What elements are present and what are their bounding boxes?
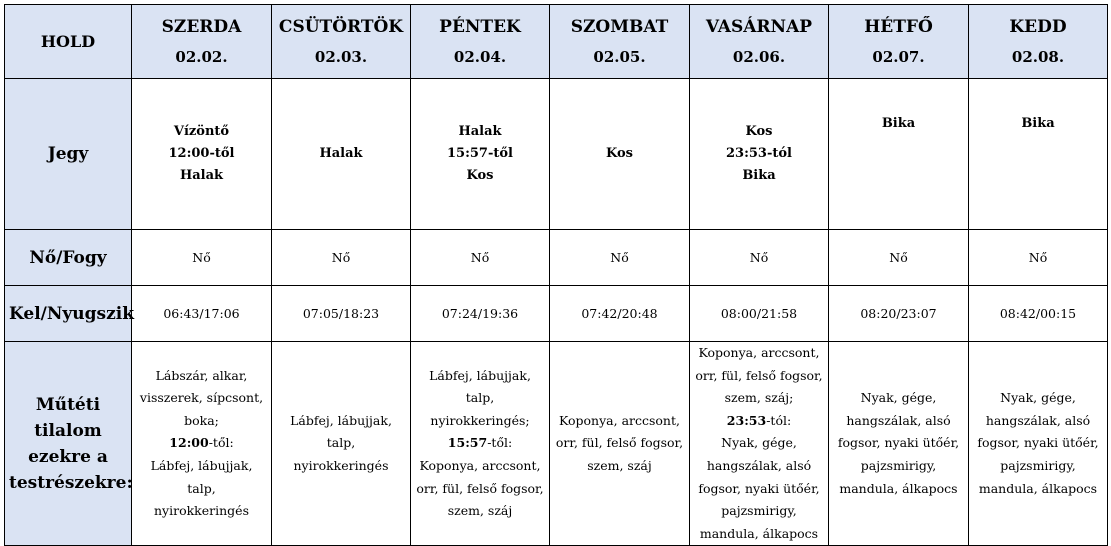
body-part-line: Lábfej, lábujjak, talp, <box>150 457 253 496</box>
time-line <box>415 432 545 455</box>
day-header-cell <box>132 5 272 79</box>
day-date: 02.07. <box>872 47 925 66</box>
body-part-line: mandula, álkapocs <box>699 525 819 541</box>
time-value: 15:57 <box>447 435 488 451</box>
time-line <box>136 432 267 455</box>
kel-nyugszik-label: Kel/Nyugszik <box>5 286 132 342</box>
jegy-cell <box>411 79 550 230</box>
no-fogy-cell: Nő <box>550 230 690 286</box>
time-value: 23:53 <box>726 412 767 428</box>
no-fogy-cell: Nő <box>969 230 1108 286</box>
body-part-line: pajzsmirigy, <box>1000 457 1076 473</box>
jegy-line: Halak <box>319 146 363 161</box>
jegy-line: Vízöntő <box>173 124 230 139</box>
jegy-line: Kos <box>605 146 633 161</box>
day-date: 02.06. <box>732 47 786 66</box>
jegy-line: 12:00-től <box>168 146 235 161</box>
muteti-label-line: Műtéti tilalom <box>34 394 102 441</box>
body-part-line: visszerek, sípcsont, <box>139 390 264 406</box>
no-fogy-label: Nő/Fogy <box>5 230 132 286</box>
body-part-line: Koponya, arccsont, <box>698 345 820 360</box>
body-part-line: orr, fül, felső fogsor, <box>555 435 684 451</box>
kel-nyugszik-cell: 08:20/23:07 <box>829 286 969 342</box>
muteti-cell <box>829 342 969 546</box>
body-part-line: Lábfej, lábujjak, talp, <box>429 367 531 406</box>
header-row <box>5 5 1108 79</box>
jegy-line: Bika <box>742 168 776 183</box>
day-header-cell <box>550 5 690 79</box>
day-date: 02.05. <box>593 47 646 66</box>
body-part-line: Lábfej, lábujjak, talp, <box>290 412 392 451</box>
muteti-cell <box>132 342 272 546</box>
body-part-line: Koponya, arccsont, <box>559 412 680 428</box>
day-date: 02.04. <box>453 47 507 66</box>
jegy-line: 23:53-tól <box>726 146 792 161</box>
day-name: HÉTFŐ <box>864 16 933 37</box>
body-part-line: Nyak, gége, <box>1000 390 1076 406</box>
jegy-cell <box>272 79 411 230</box>
no-fogy-cell: Nő <box>829 230 969 286</box>
jegy-line: Kos <box>745 124 773 139</box>
day-header-cell <box>272 5 411 79</box>
kel-nyugszik-cell: 08:42/00:15 <box>969 286 1108 342</box>
no-fogy-cell: Nő <box>690 230 829 286</box>
jegy-line: 15:57-től <box>447 146 513 161</box>
jegy-cell <box>132 79 272 230</box>
body-part-line: nyirokkeringés <box>293 457 389 473</box>
body-part-line: orr, fül, felső fogsor, <box>416 480 544 496</box>
jegy-cell <box>829 79 969 230</box>
body-part-line: Nyak, gége, <box>860 390 937 406</box>
body-part-line: fogsor, nyaki ütőér, <box>837 435 960 451</box>
jegy-label: Jegy <box>5 79 132 230</box>
muteti-cell <box>690 342 829 546</box>
muteti-tilalom-label <box>5 342 132 546</box>
body-part-line: mandula, álkapocs <box>839 480 958 496</box>
day-name: CSÜTÖRTÖK <box>278 16 404 37</box>
day-name: SZERDA <box>161 16 242 37</box>
day-name: KEDD <box>1009 16 1067 37</box>
body-part-line: Lábszár, alkar, <box>155 367 248 383</box>
no-fogy-cell: Nő <box>132 230 272 286</box>
no-fogy-row <box>5 230 1108 286</box>
hold-header-cell <box>5 5 132 79</box>
jegy-cell <box>550 79 690 230</box>
jegy-line: Halak <box>458 124 502 139</box>
muteti-label-line: ezekre a <box>28 446 108 467</box>
kel-nyugszik-cell: 07:24/19:36 <box>411 286 550 342</box>
muteti-cell <box>550 342 690 546</box>
muteti-cell <box>969 342 1108 546</box>
muteti-tilalom-row <box>5 342 1108 546</box>
body-part-line: Nyak, gége, <box>721 435 797 451</box>
no-fogy-cell: Nő <box>411 230 550 286</box>
jegy-line: Kos <box>466 168 494 183</box>
body-part-line: fogsor, nyaki ütőér, <box>698 480 820 496</box>
day-header-cell <box>411 5 550 79</box>
body-part-line: hangszálak, alsó <box>985 412 1091 428</box>
jegy-line: Bika <box>881 116 916 131</box>
body-part-line: pajzsmirigy, <box>860 457 937 473</box>
body-part-line: hangszálak, alsó <box>706 457 812 473</box>
time-suffix: -tól: <box>766 412 792 428</box>
body-part-line: nyirokkeringés; <box>430 412 530 428</box>
body-part-line: nyirokkeringés <box>154 503 249 519</box>
kel-nyugszik-cell: 07:42/20:48 <box>550 286 690 342</box>
day-name: SZOMBAT <box>570 16 669 37</box>
time-suffix: -től: <box>208 435 234 451</box>
body-part-line: szem, száj; <box>724 390 794 406</box>
kel-nyugszik-cell: 06:43/17:06 <box>132 286 272 342</box>
day-date: 02.08. <box>1011 47 1065 66</box>
body-part-line: fogsor, nyaki ütőér, <box>977 435 1099 451</box>
jegy-cell <box>690 79 829 230</box>
jegy-row <box>5 79 1108 230</box>
day-date: 02.02. <box>175 47 228 66</box>
body-part-line: hangszálak, alsó <box>846 412 951 428</box>
moon-calendar-table <box>4 4 1108 546</box>
body-part-line: mandula, álkapocs <box>978 480 1098 496</box>
kel-nyugszik-row <box>5 286 1108 342</box>
time-value: 12:00 <box>169 435 209 451</box>
day-header-cell <box>829 5 969 79</box>
jegy-line: Bika <box>1021 116 1055 131</box>
body-part-line: boka; <box>184 412 219 428</box>
body-part-line: orr, fül, felső fogsor, <box>695 367 823 383</box>
no-fogy-cell: Nő <box>272 230 411 286</box>
body-part-line: Koponya, arccsont, <box>419 457 541 473</box>
day-date: 02.03. <box>314 47 368 66</box>
jegy-cell <box>969 79 1108 230</box>
muteti-cell <box>272 342 411 546</box>
kel-nyugszik-cell: 08:00/21:58 <box>690 286 829 342</box>
day-header-cell <box>690 5 829 79</box>
muteti-cell <box>411 342 550 546</box>
time-suffix: -től: <box>487 435 513 451</box>
body-part-line: szem, száj <box>447 503 513 519</box>
jegy-line: Halak <box>179 168 224 183</box>
day-header-cell <box>969 5 1108 79</box>
hold-label: HOLD <box>40 32 96 51</box>
body-part-line: pajzsmirigy, <box>721 503 797 519</box>
body-part-line: szem, száj <box>587 457 652 473</box>
day-name: PÉNTEK <box>439 16 521 37</box>
kel-nyugszik-cell: 07:05/18:23 <box>272 286 411 342</box>
muteti-label-line: testrészekre: <box>9 472 133 493</box>
day-name: VASÁRNAP <box>705 16 813 37</box>
time-line <box>694 410 824 433</box>
